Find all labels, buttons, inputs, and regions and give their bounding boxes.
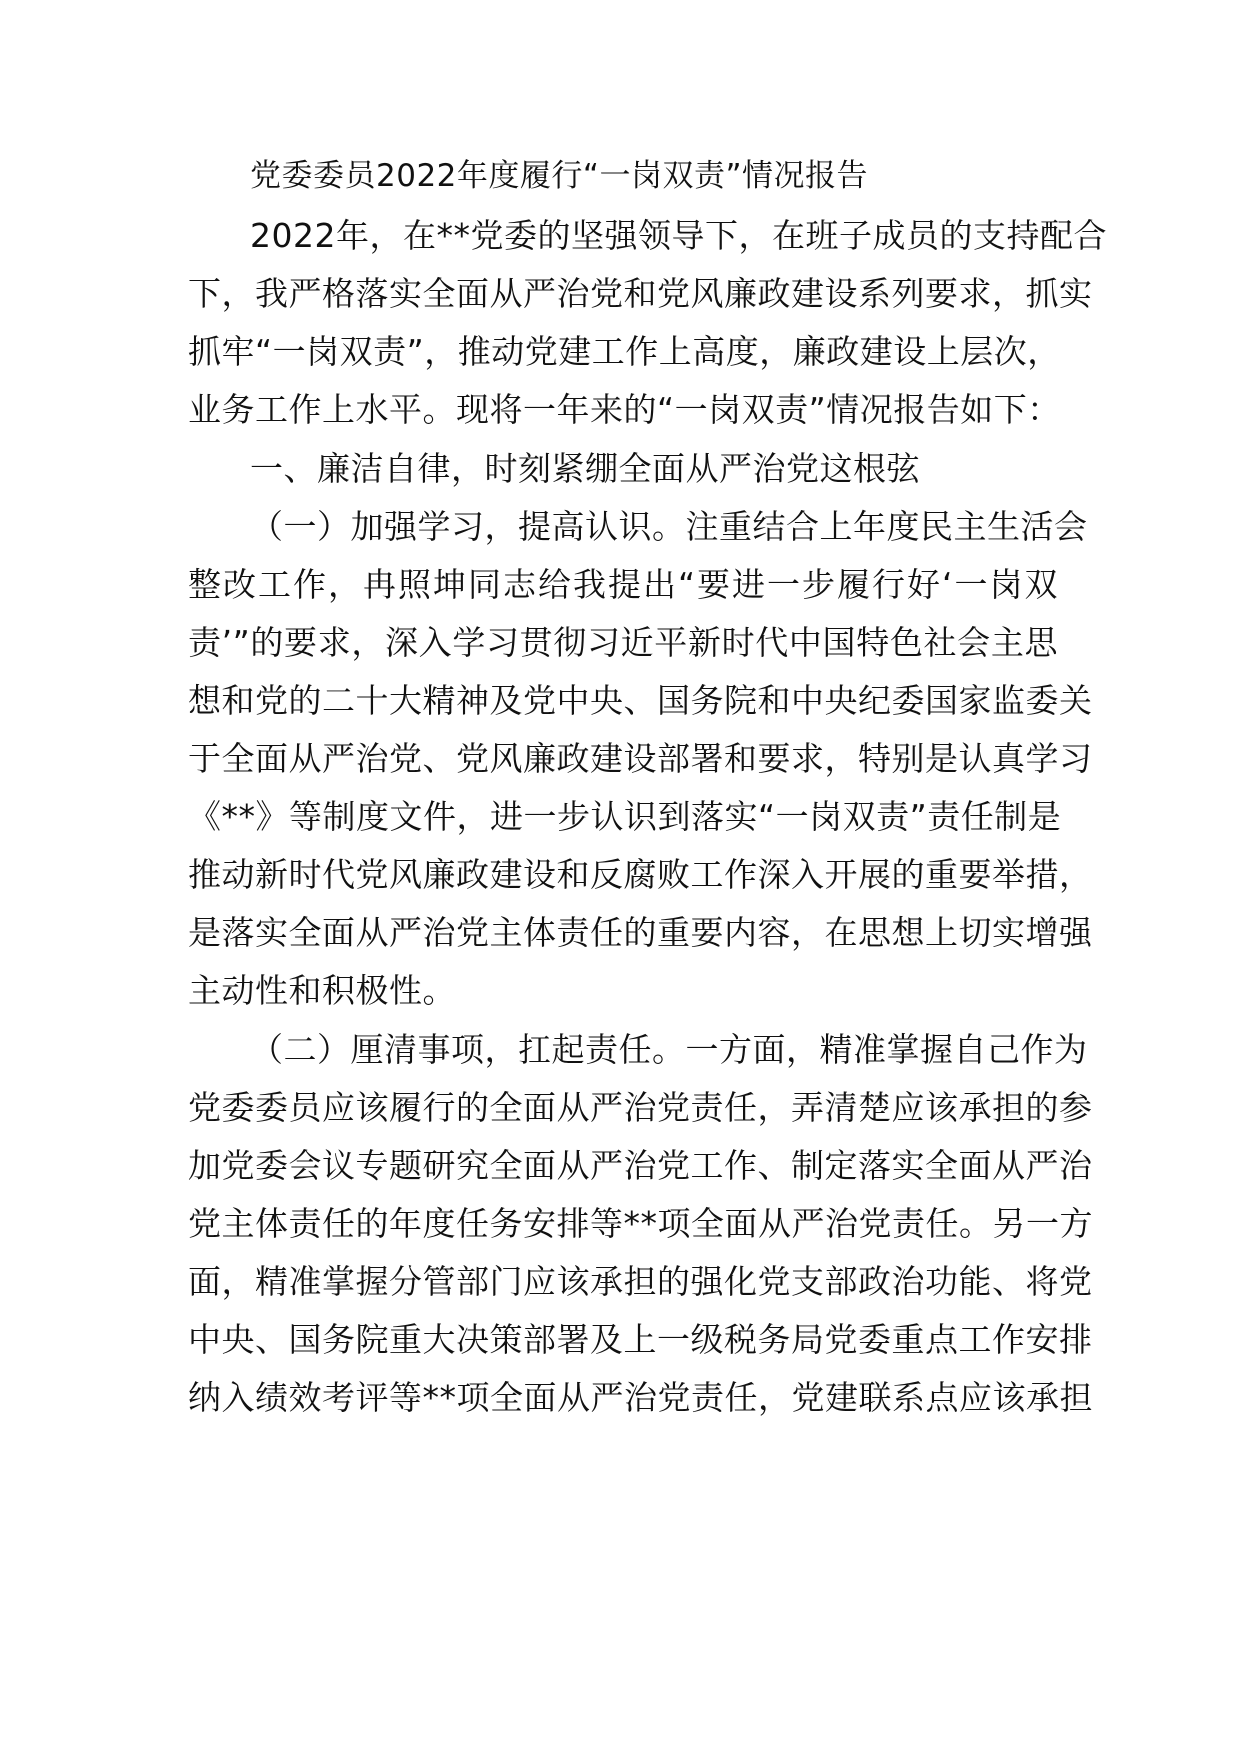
section-1-heading: 一、廉洁自律，时刻紧绷全面从严治党这根弦 bbox=[250, 449, 920, 488]
subsection-2-line-6: 中央、国务院重大决策部署及上一级税务局党委重点工作安排 bbox=[188, 1320, 1093, 1359]
subsection-2-line-7: 纳入绩效考评等**项全面从严治党责任，党建联系点应该承担 bbox=[188, 1378, 1093, 1417]
subsection-1-line-2: 整改工作，冉照坤同志给我提出“要进一步履行好‘一岗双 bbox=[188, 565, 1058, 604]
subsection-2-line-3: 加党委会议专题研究全面从严治党工作、制定落实全面从严治 bbox=[188, 1146, 1093, 1185]
subsection-1-line-7: 推动新时代党风廉政建设和反腐败工作深入开展的重要举措， bbox=[188, 855, 1093, 894]
subsection-1-line-3: 责’”的要求，深入学习贯彻习近平新时代中国特色社会主思 bbox=[188, 623, 1058, 662]
subsection-2-line-2: 党委委员应该履行的全面从严治党责任，弄清楚应该承担的参 bbox=[188, 1088, 1093, 1127]
document-title: 党委委员2022年度履行“一岗双责”情况报告 bbox=[250, 158, 869, 194]
subsection-1-line-1: （一）加强学习，提高认识。注重结合上年度民主生活会 bbox=[250, 507, 1088, 546]
subsection-1-line-9: 主动性和积极性。 bbox=[188, 971, 456, 1010]
intro-line-2: 下，我严格落实全面从严治党和党风廉政建设系列要求，抓实 bbox=[188, 274, 1093, 313]
subsection-1-line-6: 《**》等制度文件，进一步认识到落实“一岗双责”责任制是 bbox=[188, 797, 1062, 836]
subsection-1-line-5: 于全面从严治党、党风廉政建设部署和要求，特别是认真学习 bbox=[188, 739, 1093, 778]
intro-line-3: 抓牢“一岗双责”，推动党建工作上高度，廉政建设上层次， bbox=[188, 332, 1061, 371]
subsection-2-line-4: 党主体责任的年度任务安排等**项全面从严治党责任。另一方 bbox=[188, 1204, 1093, 1243]
intro-line-1: 2022年，在**党委的坚强领导下，在班子成员的支持配合 bbox=[250, 216, 1107, 255]
intro-line-4: 业务工作上水平。现将一年来的“一岗双责”情况报告如下： bbox=[188, 390, 1061, 429]
subsection-1-line-8: 是落实全面从严治党主体责任的重要内容，在思想上切实增强 bbox=[188, 913, 1093, 952]
subsection-1-line-4: 想和党的二十大精神及党中央、国务院和中央纪委国家监委关 bbox=[188, 681, 1093, 720]
subsection-2-line-5: 面，精准掌握分管部门应该承担的强化党支部政治功能、将党 bbox=[188, 1262, 1093, 1301]
subsection-2-line-1: （二）厘清事项，扛起责任。一方面，精准掌握自己作为 bbox=[250, 1030, 1088, 1069]
